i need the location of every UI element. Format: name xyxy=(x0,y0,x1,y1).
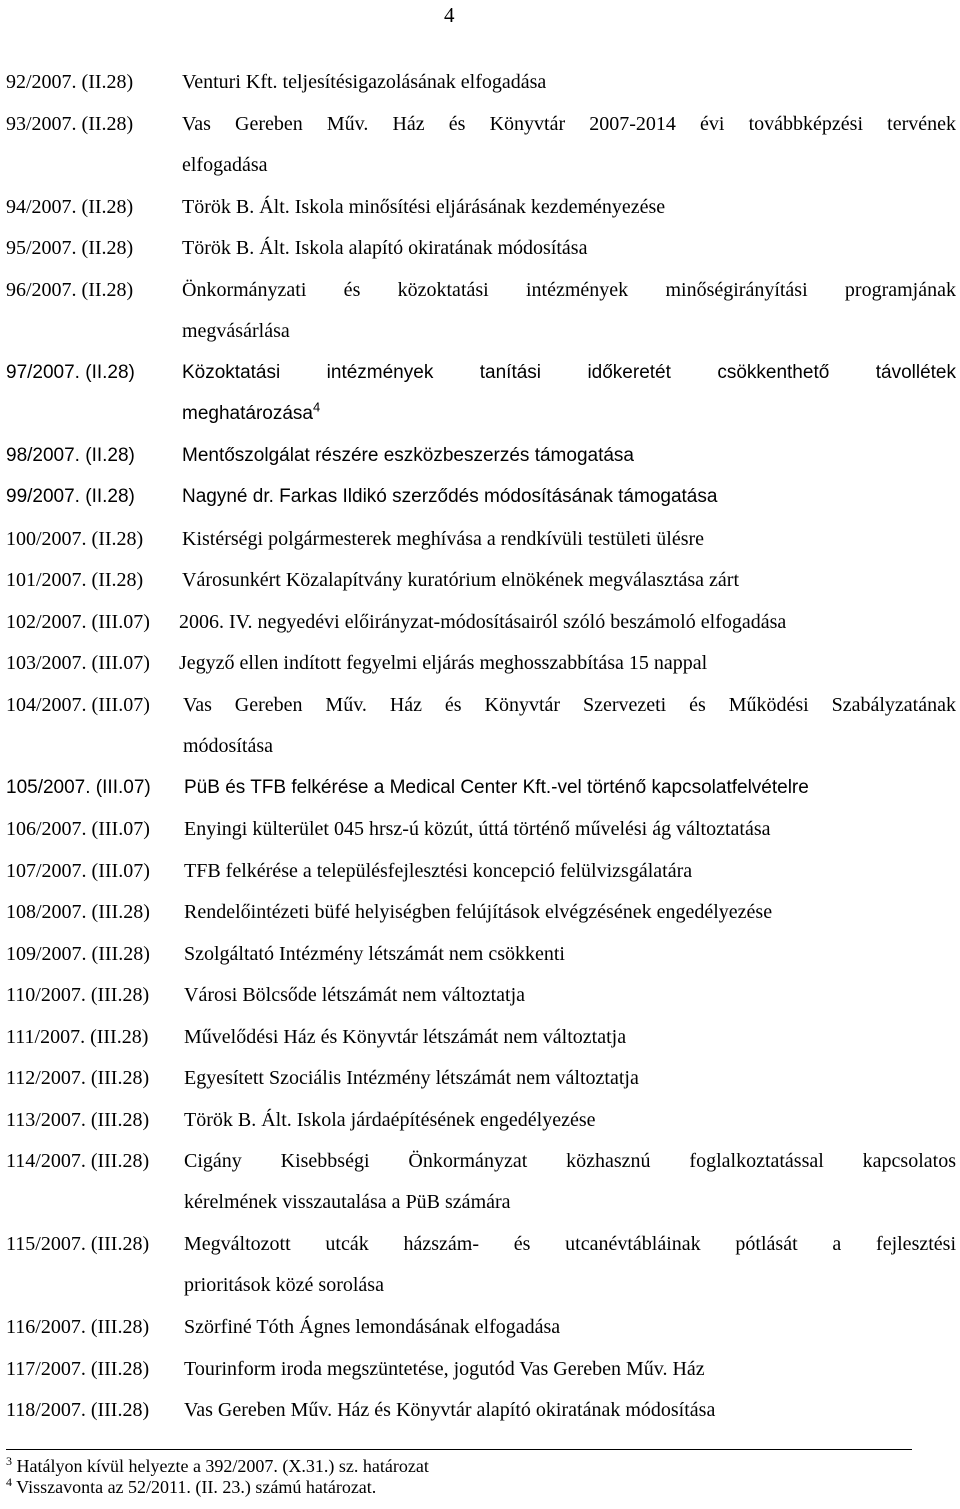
resolution-title xyxy=(184,1067,956,1089)
resolution-number: 101/2007. (II.28) xyxy=(6,569,144,591)
resolution-title-line: Rendelőintézeti büfé helyiségben felújítások elvégzésének engedélyezése xyxy=(184,901,773,923)
resolution-number: 96/2007. (II.28) xyxy=(6,278,134,301)
footnote xyxy=(6,1456,429,1477)
resolution-title xyxy=(184,1233,956,1296)
resolution-entry xyxy=(6,773,956,815)
resolution-number: 111/2007. (III.28) xyxy=(6,1025,149,1048)
footnote-text: Hatályon kívül helyezte a 392/2007. (X.31.) sz. határozat xyxy=(12,1456,429,1476)
resolution-entry xyxy=(6,565,956,607)
resolution-entry xyxy=(6,233,956,275)
resolution-entry xyxy=(6,939,956,981)
resolution-title-line: Tourinform iroda megszüntetése, jogutód Vas Gereben Műv. Ház xyxy=(184,1357,705,1380)
resolution-title-line: Művelődési Ház és Könyvtár létszámát nem változtatja xyxy=(184,1025,627,1048)
resolution-title-line: Kistérségi polgármesterek meghívása a rendkívüli testületi ülésre xyxy=(182,527,705,550)
resolution-number: 95/2007. (II.28) xyxy=(6,237,134,259)
resolution-title-line: Nagyné dr. Farkas Ildikó szerződés módosításának támogatása xyxy=(182,486,718,507)
resolution-number: 97/2007. (II.28) xyxy=(6,361,135,383)
resolution-title xyxy=(182,486,956,508)
resolution-number: 99/2007. (II.28) xyxy=(6,486,135,507)
resolution-title-line: TFB felkérése a településfejlesztési koncepció felülvizsgálatára xyxy=(184,859,693,882)
resolution-title-line: Egyesített Szociális Intézmény létszámát nem változtatja xyxy=(184,1067,639,1089)
resolution-entry xyxy=(6,607,956,649)
resolution-title xyxy=(184,984,956,1006)
resolution-entry xyxy=(6,275,956,358)
resolution-title xyxy=(184,1150,956,1213)
resolution-entry xyxy=(6,441,956,483)
resolution-title xyxy=(184,1316,956,1338)
resolution-title-line: PüB és TFB felkérése a Medical Center Kft.-vel történő kapcsolatfelvételre xyxy=(184,776,809,798)
resolution-entry xyxy=(6,1146,956,1229)
resolution-number: 92/2007. (II.28) xyxy=(6,71,134,93)
resolution-title xyxy=(182,569,956,591)
resolution-title-line: módosítása xyxy=(183,734,273,757)
resolution-number: 109/2007. (III.28) xyxy=(6,942,150,965)
resolution-title-line: Vas Gereben Műv. Ház és Könyvtár alapító okiratának módosítása xyxy=(184,1399,716,1421)
resolution-title xyxy=(184,818,956,840)
resolution-title-line: Városi Bölcsőde létszámát nem változtatja xyxy=(184,984,525,1006)
resolution-title xyxy=(184,901,956,923)
resolution-title xyxy=(179,611,956,633)
resolution-title xyxy=(182,196,956,218)
resolution-title-line: megvásárlása xyxy=(182,319,290,342)
resolution-entry xyxy=(6,1354,956,1396)
footnotes xyxy=(6,1456,429,1498)
resolution-title xyxy=(184,777,956,799)
resolution-title-line: Megváltozott utcák házszám- és utcanévtábláinak pótlását a fejlesztési xyxy=(184,1233,956,1255)
resolution-title-line: Cigány Kisebbségi Önkormányzat közhasznú foglalkoztatással kapcsolatos xyxy=(184,1150,956,1172)
resolution-title xyxy=(182,445,956,467)
resolution-title-line: 2006. IV. negyedévi előirányzat-módosításairól szóló beszámoló elfogadása xyxy=(179,610,787,633)
resolution-entry xyxy=(6,1063,956,1105)
resolution-number: 113/2007. (III.28) xyxy=(6,1108,150,1131)
resolution-title-line: Mentőszolgálat részére eszközbeszerzés támogatása xyxy=(182,444,635,466)
resolution-entry xyxy=(6,814,956,856)
resolution-title xyxy=(183,694,956,757)
resolution-entry xyxy=(6,648,956,690)
footnote-reference: 4 xyxy=(312,399,321,415)
resolution-title xyxy=(182,113,956,176)
resolution-title-line: kérelmének visszautalása a PüB számára xyxy=(184,1191,511,1213)
resolution-entry xyxy=(6,980,956,1022)
resolution-title-line: Vas Gereben Műv. Ház és Könyvtár Szervezeti és Működési Szabályzatának xyxy=(183,693,956,716)
resolution-title xyxy=(182,279,956,342)
resolution-entry xyxy=(6,192,956,234)
resolution-title xyxy=(184,1109,956,1131)
resolution-title-line: elfogadása xyxy=(182,153,268,176)
resolution-title-line: Török B. Ált. Iskola járdaépítésének engedélyezése xyxy=(184,1108,596,1131)
resolution-entry xyxy=(6,1229,956,1312)
resolution-title-line: Jegyző ellen indított fegyelmi eljárás meghosszabbítása 15 nappal xyxy=(179,652,708,674)
resolution-title xyxy=(182,237,956,259)
resolution-title xyxy=(182,528,956,550)
resolution-list xyxy=(6,67,956,1437)
footnote-mark: 3 xyxy=(6,1454,12,1468)
resolution-number: 107/2007. (III.07) xyxy=(6,859,150,882)
resolution-number: 100/2007. (II.28) xyxy=(6,527,144,550)
resolution-title-line: Önkormányzati és közoktatási intézmények minőségirányítási programjának xyxy=(182,278,956,301)
resolution-entry xyxy=(6,482,956,524)
resolution-title-line: meghatározása$^4$ xyxy=(182,399,321,424)
resolution-entry xyxy=(6,897,956,939)
resolution-title-line: Török B. Ált. Iskola alapító okiratának módosítása xyxy=(182,237,588,259)
resolution-number: 104/2007. (III.07) xyxy=(6,693,150,716)
resolution-title-line: Venturi Kft. teljesítésigazolásának elfogadása xyxy=(182,71,547,93)
resolution-title-line: Közoktatási intézmények tanítási időkeretét csökkenthető távollétek xyxy=(182,361,956,383)
resolution-title xyxy=(182,362,956,425)
page-number: 4 xyxy=(444,3,455,27)
resolution-number: 116/2007. (III.28) xyxy=(6,1316,150,1338)
resolution-entry xyxy=(6,1105,956,1147)
resolution-entry xyxy=(6,1395,956,1437)
resolution-number: 112/2007. (III.28) xyxy=(6,1067,150,1089)
footnote xyxy=(6,1477,429,1498)
resolution-title-line: Városunkért Közalapítvány kuratórium elnökének megválasztása zárt xyxy=(182,569,740,591)
resolution-title xyxy=(184,943,956,965)
footnote-divider xyxy=(6,1449,912,1450)
resolution-number: 117/2007. (III.28) xyxy=(6,1357,150,1380)
resolution-entry xyxy=(6,67,956,109)
resolution-title-line: Enyingi külterület 045 hrsz-ú közút, úttá történő művelési ág változtatása xyxy=(184,818,771,840)
resolution-number: 98/2007. (II.28) xyxy=(6,444,135,466)
resolution-number: 105/2007. (III.07) xyxy=(6,776,151,798)
resolution-number: 108/2007. (III.28) xyxy=(6,901,150,923)
resolution-entry xyxy=(6,690,956,773)
resolution-number: 114/2007. (III.28) xyxy=(6,1150,150,1172)
resolution-number: 110/2007. (III.28) xyxy=(6,984,150,1006)
resolution-title-line: Török B. Ált. Iskola minősítési eljárásának kezdeményezése xyxy=(182,195,666,218)
resolution-number: 102/2007. (III.07) xyxy=(6,610,150,633)
resolution-title xyxy=(184,1399,956,1421)
resolution-number: 106/2007. (III.07) xyxy=(6,818,150,840)
resolution-title-line: prioritások közé sorolása xyxy=(184,1274,384,1296)
resolution-title xyxy=(184,860,956,882)
resolution-entry xyxy=(6,358,956,441)
resolution-entry xyxy=(6,1312,956,1354)
resolution-title xyxy=(184,1026,956,1048)
footnote-mark: 4 xyxy=(6,1475,12,1489)
resolution-entry xyxy=(6,109,956,192)
resolution-entry xyxy=(6,524,956,566)
resolution-number: 93/2007. (II.28) xyxy=(6,112,134,135)
resolution-entry xyxy=(6,1022,956,1064)
resolution-number: 103/2007. (III.07) xyxy=(6,652,150,674)
resolution-number: 94/2007. (II.28) xyxy=(6,195,134,218)
resolution-number: 118/2007. (III.28) xyxy=(6,1399,150,1421)
resolution-title-line: Szörfiné Tóth Ágnes lemondásának elfogadása xyxy=(184,1316,561,1338)
resolution-title xyxy=(182,71,956,93)
resolution-entry xyxy=(6,856,956,898)
resolution-title xyxy=(179,652,956,674)
resolution-title-line: Vas Gereben Műv. Ház és Könyvtár 2007-2014 évi továbbképzési tervének xyxy=(182,112,956,135)
resolution-title-line: Szolgáltató Intézmény létszámát nem csökkenti xyxy=(184,942,565,965)
resolution-number: 115/2007. (III.28) xyxy=(6,1233,150,1255)
resolution-title xyxy=(184,1358,956,1380)
footnote-text: Visszavonta az 52/2011. (II. 23.) számú határozat. xyxy=(12,1477,377,1497)
